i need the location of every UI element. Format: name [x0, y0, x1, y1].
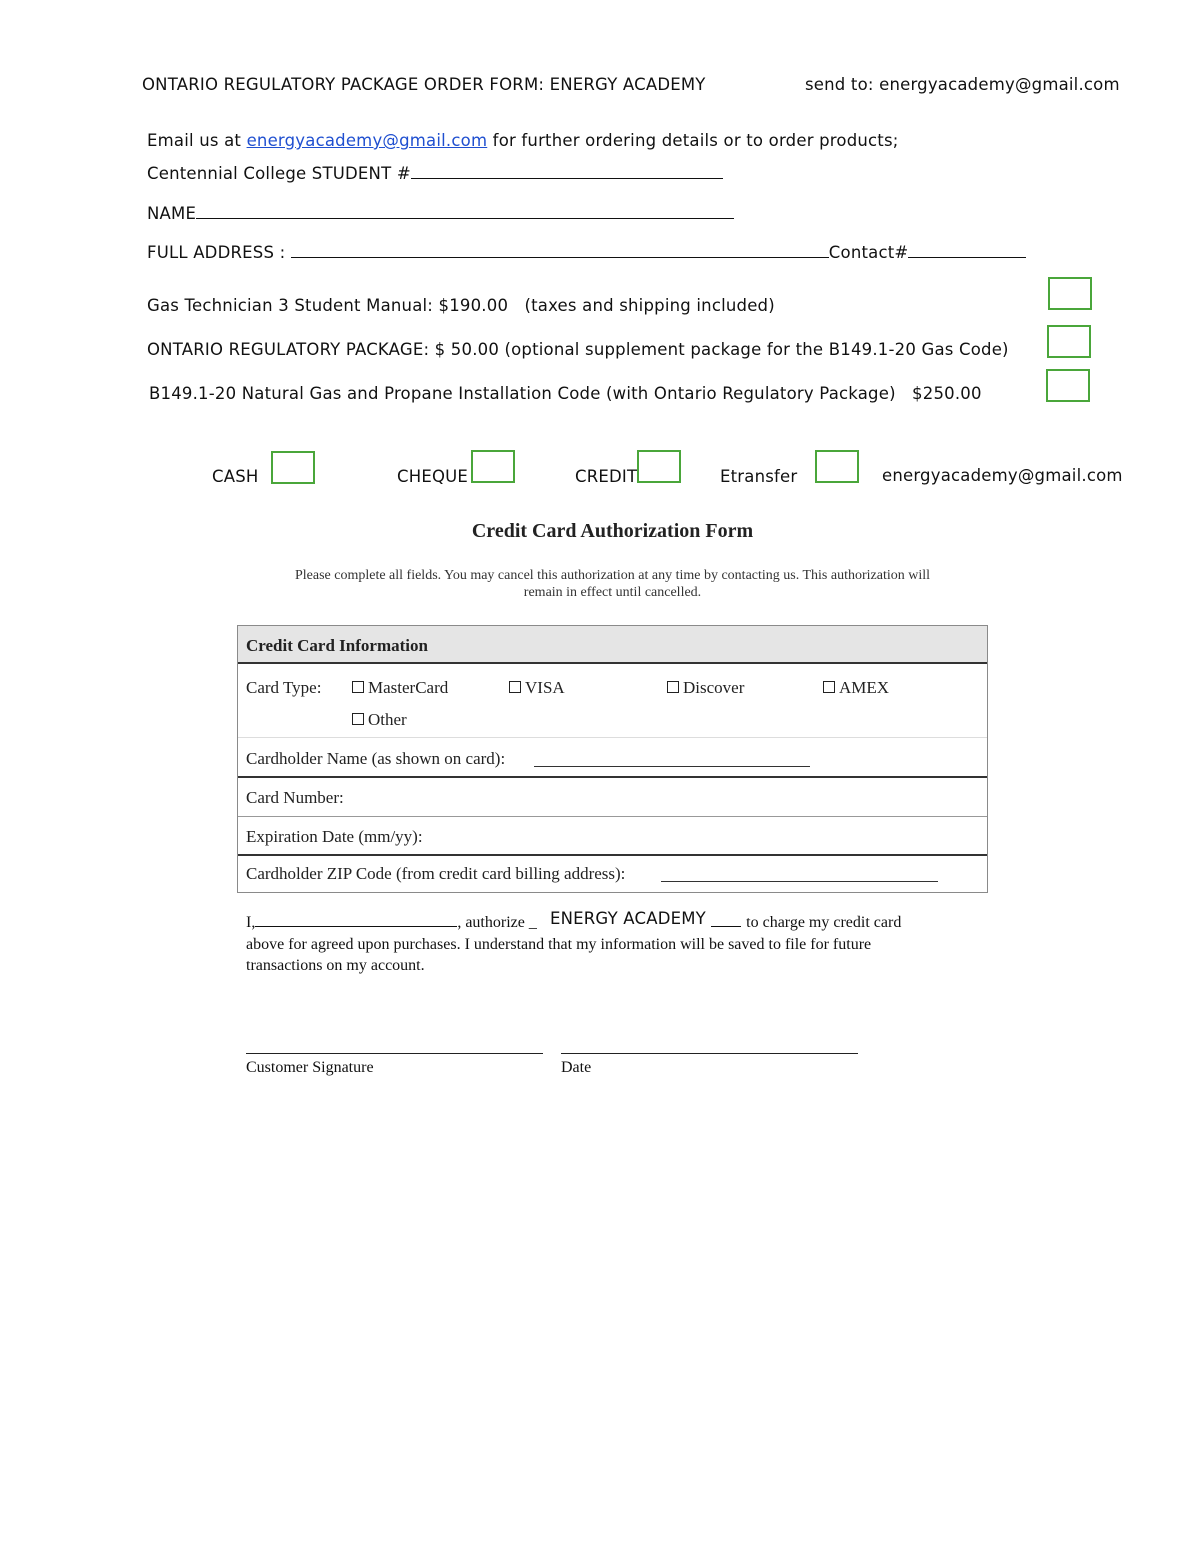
discover-checkbox[interactable]: [667, 681, 679, 693]
card-type-other[interactable]: Other: [352, 710, 407, 730]
cc-instructions-line2: remain in effect until cancelled.: [523, 585, 702, 600]
contact-line[interactable]: [908, 241, 1026, 258]
product-regulatory-checkbox[interactable]: [1047, 325, 1091, 358]
cardholder-name-line[interactable]: [534, 766, 810, 767]
zip-label: Cardholder ZIP Code (from credit card billing address):: [246, 864, 626, 883]
product-gas-code: B149.1-20 Natural Gas and Propane Installation Code (with Ontario Regulatory Package) $250.00: [149, 384, 982, 403]
cc-info-table: [237, 625, 988, 893]
mastercard-checkbox[interactable]: [352, 681, 364, 693]
contact-label: Contact#: [828, 243, 909, 262]
auth-i: I,: [246, 914, 256, 931]
send-to-email: send to: energyacademy@gmail.com: [805, 75, 1120, 94]
customer-signature-label: Customer Signature: [246, 1059, 374, 1076]
cc-instructions-line1: Please complete all fields. You may cancel this authorization at any time by contacting us. This authorization will: [294, 568, 931, 583]
zip-line[interactable]: [661, 881, 938, 882]
card-type-discover[interactable]: Discover: [667, 678, 744, 698]
page-title: ONTARIO REGULATORY PACKAGE ORDER FORM: ENERGY ACADEMY: [142, 75, 706, 94]
auth-charge: to charge my credit card: [746, 914, 902, 931]
intro-line: [147, 131, 899, 150]
auth-name-line[interactable]: [255, 912, 457, 927]
auth-authorize: , authorize _: [457, 914, 537, 931]
amex-checkbox[interactable]: [823, 681, 835, 693]
authorization-line2: above for agreed upon purchases. I understand that my information will be saved to file for future: [246, 936, 872, 953]
cc-info-header-label: Credit Card Information: [246, 636, 428, 655]
student-number-line[interactable]: [411, 162, 723, 179]
payment-cash-label: CASH: [212, 467, 259, 486]
card-type-label: Card Type:: [246, 678, 322, 697]
payment-credit-checkbox[interactable]: [637, 450, 681, 483]
card-type-amex[interactable]: AMEX: [823, 678, 889, 698]
intro-suffix: for further ordering details or to order products;: [487, 131, 899, 150]
card-type-row: [238, 664, 987, 738]
name-line[interactable]: [196, 202, 734, 219]
payment-etransfer-label: Etransfer: [720, 467, 798, 486]
cc-form-title: Credit Card Authorization Form: [471, 520, 754, 542]
visa-checkbox[interactable]: [509, 681, 521, 693]
auth-company: ENERGY ACADEMY: [549, 909, 706, 928]
auth-company-line: [711, 912, 741, 927]
date-label: Date: [561, 1059, 592, 1076]
product-manual-checkbox[interactable]: [1048, 277, 1092, 310]
expiration-label: Expiration Date (mm/yy):: [246, 827, 423, 846]
payment-email: energyacademy@gmail.com: [882, 466, 1123, 485]
date-line[interactable]: [561, 1053, 858, 1054]
product-regulatory-package: ONTARIO REGULATORY PACKAGE: $ 50.00 (optional supplement package for the B149.1-20 Gas Code): [147, 340, 1009, 359]
customer-signature-line[interactable]: [246, 1053, 543, 1054]
product-gas-code-checkbox[interactable]: [1046, 369, 1090, 402]
address-field[interactable]: [147, 241, 1026, 262]
intro-prefix: Email us at: [147, 131, 247, 150]
card-number-row[interactable]: [238, 778, 987, 817]
cardholder-name-label: Cardholder Name (as shown on card):: [246, 749, 506, 768]
name-label: NAME: [147, 204, 197, 223]
name-field[interactable]: [147, 202, 734, 223]
cardholder-name-row[interactable]: [238, 738, 987, 778]
product-manual: Gas Technician 3 Student Manual: $190.00 (taxes and shipping included): [147, 296, 775, 315]
student-number-label: Centennial College STUDENT #: [147, 164, 411, 183]
payment-cheque-label: CHEQUE: [397, 467, 469, 486]
address-line[interactable]: [291, 241, 829, 258]
authorization-line1: [246, 909, 902, 932]
other-checkbox[interactable]: [352, 713, 364, 725]
zip-row[interactable]: [238, 856, 987, 892]
payment-etransfer-checkbox[interactable]: [815, 450, 859, 483]
card-type-visa[interactable]: VISA: [509, 678, 565, 698]
address-label: FULL ADDRESS :: [147, 243, 286, 262]
payment-credit-label: CREDIT: [575, 467, 638, 486]
card-type-mastercard[interactable]: MasterCard: [352, 678, 448, 698]
student-number-field[interactable]: [147, 162, 723, 183]
payment-cheque-checkbox[interactable]: [471, 450, 515, 483]
expiration-row[interactable]: [238, 817, 987, 856]
cc-info-header: [238, 626, 987, 664]
email-link[interactable]: energyacademy@gmail.com: [246, 131, 488, 150]
authorization-line3: transactions on my account.: [246, 957, 425, 974]
payment-cash-checkbox[interactable]: [271, 451, 315, 484]
card-number-label: Card Number:: [246, 788, 344, 807]
